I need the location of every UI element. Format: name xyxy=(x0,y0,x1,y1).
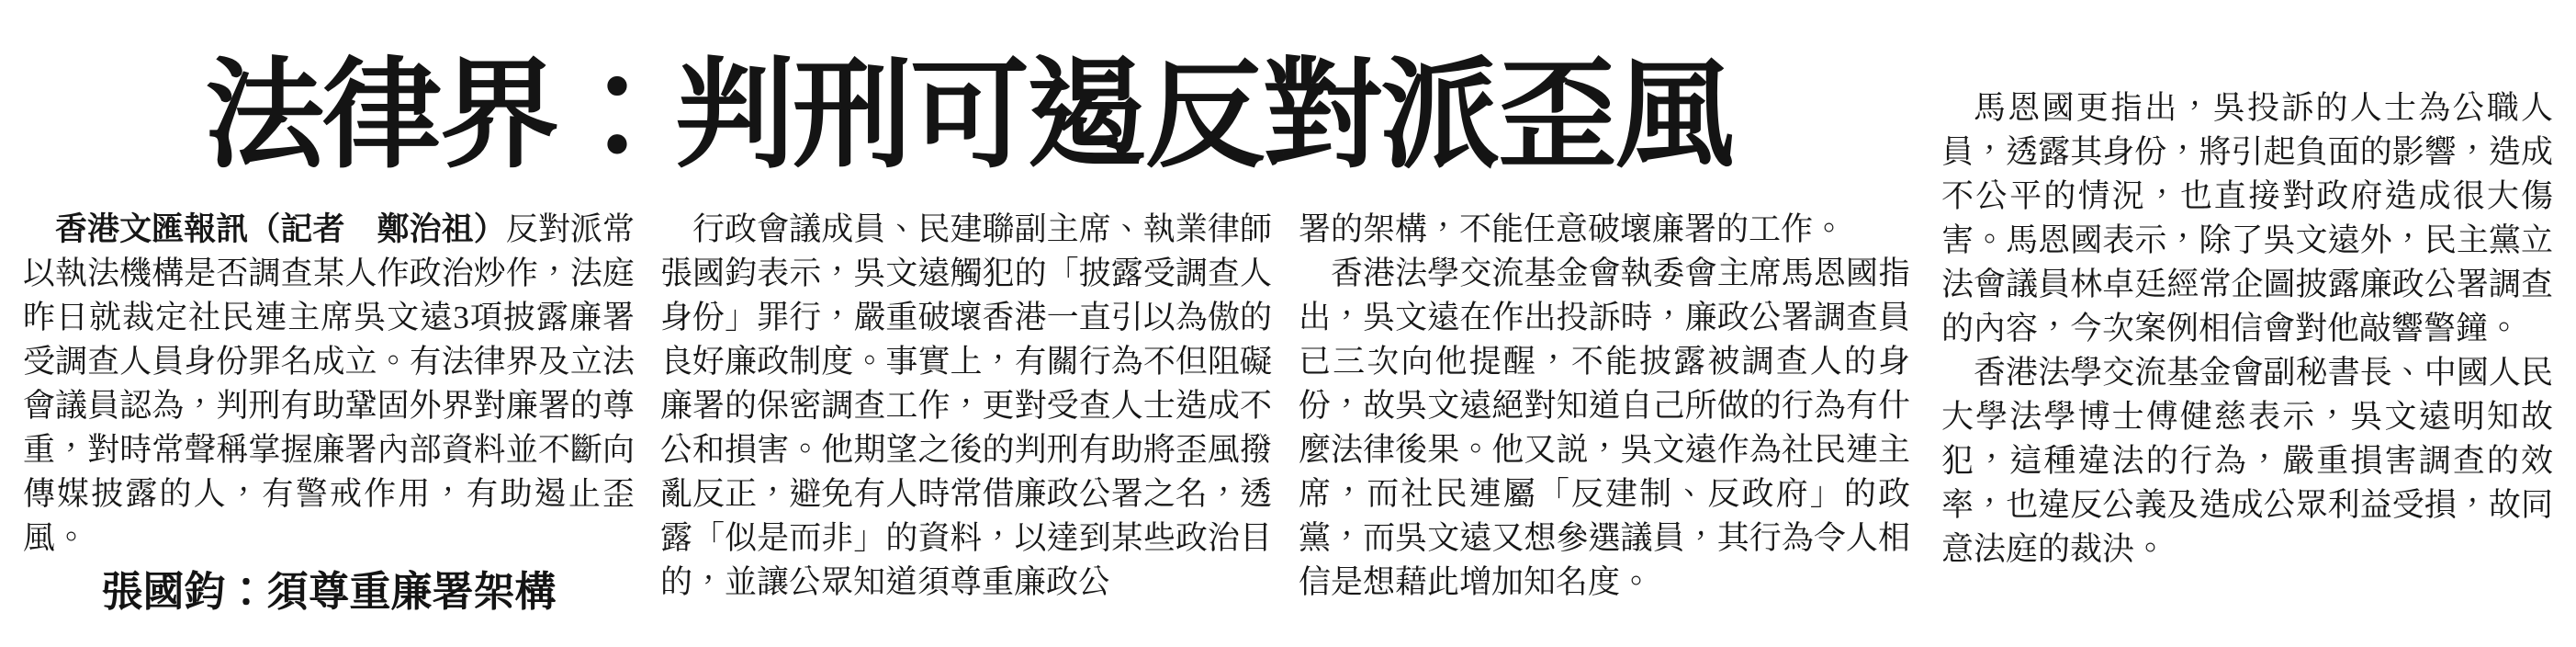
text-column-2 xyxy=(660,208,1272,632)
paragraph-ma-yan-kwok-2: 馬恩國更指出，吳投訴的人士為公職人員，透露其身份，將引起負面的影響，造成不公平的情況，也直接對政府造成很大傷害。馬恩國表示，除了吳文遠外，民主黨立法會議員林卓廷經常企圖披露廉政公署調查的內容，今次案例相信會對他敲響警鐘。 xyxy=(1941,90,2553,346)
paragraph-ma-yan-kwok: 香港法學交流基金會執委會主席馬恩國指出，吳文遠在作出投訴時，廉政公署調查員已三次向他提醒，不能披露被調查人的身份，故吳文遠絕對知道自己所做的行為有什麼法律後果。他又説，吳文遠作為社民連主席，而社民連屬「反建制、反政府」的政黨，而吳文遠又想參選議員，其行為令人相信是想藉此增加知名度。 xyxy=(1299,255,1910,600)
text-column-1 xyxy=(23,208,635,632)
dateline: 香港文匯報訊（記者 鄭治祖） xyxy=(55,211,506,247)
article-headline: 法律界：判刑可遏反對派歪風 xyxy=(204,51,1733,183)
text-column-4 xyxy=(1941,86,2553,634)
paragraph-continuation: 署的架構，不能任意破壞廉署的工作。 xyxy=(1299,211,1846,247)
subheading: 張國鈞：須尊重廉署架構 xyxy=(101,568,557,615)
lead-paragraph xyxy=(23,208,635,561)
text-column-3 xyxy=(1299,208,1910,632)
paragraph-fu-kin-chi: 香港法學交流基金會副秘書長、中國人民大學法學博士傅健慈表示，吳文遠明知故犯，這種違法的行為，嚴重損害調查的效率，也違反公義及造成公眾利益受損，故同意法庭的裁決。 xyxy=(1941,355,2553,567)
lead-text: 反對派常以執法機構是否調查某人作政治炒作，法庭昨日就裁定社民連主席吳文遠3項披露廉署受調查人員身份罪名成立。有法律界及立法會議員認為，判刑有助鞏固外界對廉署的尊重，對時常聲稱掌握廉署內部資料並不斷向傳媒披露的人，有警戒作用，有助遏止歪風。 xyxy=(23,211,635,556)
paragraph-cheung-kwok-kwan: 行政會議成員、民建聯副主席、執業律師張國鈞表示，吳文遠觸犯的「披露受調查人身份」罪行，嚴重破壞香港一直引以為傲的良好廉政制度。事實上，有關行為不但阻礙廉署的保密調查工作，更對受查人士造成不公和損害。他期望之後的判刑有助將歪風撥亂反正，避免有人時常借廉政公署之名，透露「似是而非」的資料，以達到某些政治目的，並讓公眾知道須尊重廉政公 xyxy=(660,211,1272,600)
